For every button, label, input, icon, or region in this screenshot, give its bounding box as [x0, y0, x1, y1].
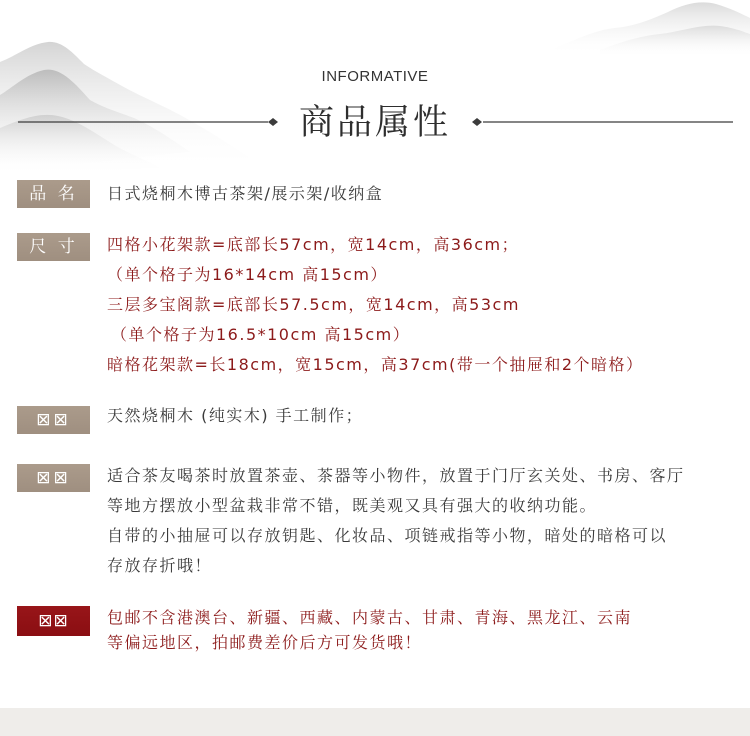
attribute-line: 四格小花架款=底部长57cm，宽14cm，高36cm；	[107, 235, 520, 254]
attribute-line: 等地方摆放小型盆栽非常不错，既美观又具有强大的收纳功能。	[107, 496, 598, 515]
attribute-label-material: ⊠⊠	[17, 406, 90, 434]
attribute-label-usage: ⊠⊠	[17, 464, 90, 492]
attribute-value-usage	[107, 461, 685, 581]
attribute-line: 包邮不含港澳台、新疆、西藏、内蒙古、甘肃、青海、黑龙江、云南	[107, 608, 633, 627]
title-ornament-icon	[0, 112, 750, 132]
footer-band	[0, 708, 750, 736]
attribute-value-size	[107, 230, 644, 380]
attribute-value-material	[107, 401, 363, 431]
attribute-line: 天然烧桐木 (纯实木) 手工制作；	[107, 406, 364, 425]
attribute-line: 存放存折哦！	[107, 556, 213, 575]
attribute-line: 等偏远地区，拍邮费差价后方可发货哦！	[107, 633, 423, 652]
attribute-line: 日式烧桐木博古茶架/展示架/收纳盒	[107, 184, 384, 203]
attribute-line: （单个格子为16.5*10cm 高15cm）	[111, 325, 411, 344]
title-ornament-left	[268, 118, 278, 126]
attribute-value-name	[107, 179, 383, 209]
attribute-line: 适合茶友喝茶时放置茶壶、茶器等小物件，放置于门厅玄关处、书房、客厅	[107, 466, 685, 485]
section-title: 商品属性	[298, 103, 451, 143]
attribute-line: 暗格花架款=长18cm，宽15cm，高37cm(带一个抽屉和2个暗格）	[107, 355, 644, 374]
attribute-line: 三层多宝阁款=底部长57.5cm，宽14cm，高53cm	[107, 295, 520, 314]
attribute-label-size: 尺 寸	[17, 233, 90, 261]
attribute-line: 自带的小抽屉可以存放钥匙、化妆品、项链戒指等小物，暗处的暗格可以	[107, 526, 668, 545]
title-ornament-right	[472, 118, 482, 126]
section-subtitle: INFORMATIVE	[321, 68, 429, 85]
attribute-label-name: 品 名	[17, 180, 90, 208]
attribute-label-shipping: ⊠⊠	[17, 606, 90, 636]
attribute-value-shipping	[107, 605, 632, 655]
attribute-line: （单个格子为16*14cm 高15cm）	[107, 265, 388, 284]
